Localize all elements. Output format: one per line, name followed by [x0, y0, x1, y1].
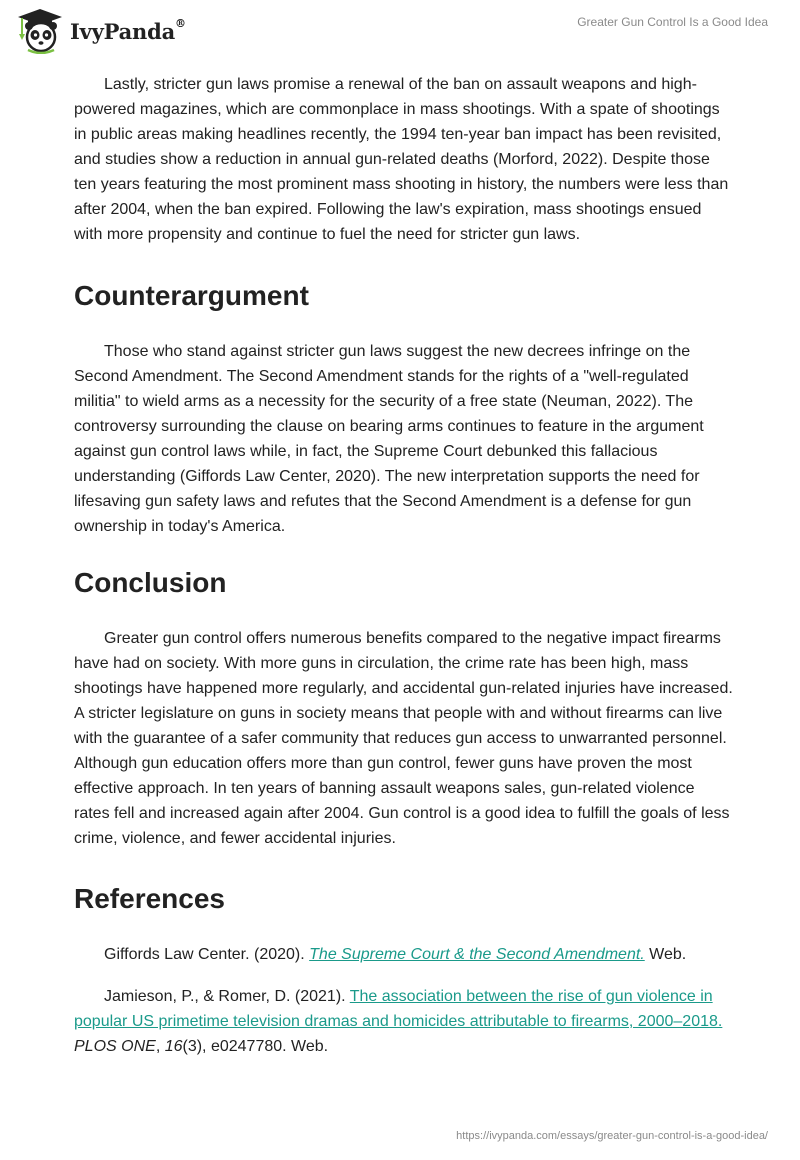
journal-volume: 16	[164, 1038, 183, 1055]
trademark-symbol: ®	[175, 16, 186, 30]
brand-name: IvyPanda®	[70, 16, 186, 44]
logo[interactable]	[14, 6, 186, 54]
counterargument-heading: Counterargument	[74, 280, 309, 311]
paragraph-conclusion: Greater gun control offers numerous benefits compared to the negative impact firearms have had on society. With more guns in circulation, the crime rate has been high, mass shootings have happened more regularly, and accidental gun-related injuries have increased. A stricter legislature on guns in society means that people with and without firearms can live with the guarantee of a safer community that reduces gun access to unwarranted personnel. Although gun education offers more than gun control, fewer guns have proven the most effective approach. In ten years of banning assault weapons sales, gun-related violence rates fell and increased again after 2004. Gun control is a good idea to fulfill the goals of less crime, violence, and fewer accidental injuries.	[74, 630, 733, 847]
panda-graduate-icon	[14, 6, 66, 54]
source-url: https://ivypanda.com/essays/greater-gun-control-is-a-good-idea/	[456, 1130, 768, 1142]
references-heading: References	[74, 883, 225, 914]
essay-content	[74, 72, 734, 1059]
page-header	[0, 0, 800, 70]
reference-link[interactable]: The Supreme Court & the Second Amendment.	[309, 946, 645, 963]
paragraph-counterargument: Those who stand against stricter gun laws suggest the new decrees infringe on the Second Amendment. The Second Amendment stands for the rights of a "well-regulated militia" to wield arms as a necessity for the security of a free state (Neuman, 2022). The controversy surrounding the clause on bearing arms continues to feature in the argument against gun control laws while, in fact, the Supreme Court debunked this fallacious understanding (Giffords Law Center, 2020). The new interpretation supports the need for lifesaving gun safety laws and refutes that the Second Amendment is a defense for gun ownership in today's America.	[74, 343, 704, 535]
reference-item: Giffords Law Center. (2020). The Supreme Court & the Second Amendment. Web.	[104, 946, 687, 963]
paragraph-stricter-laws: Lastly, stricter gun laws promise a renewal of the ban on assault weapons and high-powered magazines, which are commonplace in mass shootings. With a spate of shootings in public areas making headlines recently, the 1994 ten-year ban impact has been revisited, and studies show a reduction in annual gun-related deaths (Morford, 2022). Despite those ten years featuring the most prominent mass shooting in history, the numbers were less than after 2004, when the ban expired. Following the law's expiration, mass shootings ensued with more propensity and continue to fuel the need for stricter gun laws.	[74, 76, 729, 243]
journal-name: PLOS ONE	[74, 1038, 156, 1055]
document-title: Greater Gun Control Is a Good Idea	[577, 15, 768, 29]
reference-item: Jamieson, P., & Romer, D. (2021). The association between the rise of gun violence in popular US primetime television dramas and homicides attributable to firearms, 2000–2018. PLOS ONE, 16(3), e0247780. Web.	[74, 988, 723, 1055]
reference-link[interactable]: The association between the rise of gun violence in popular US primetime television dramas and homicides attributable to firearms, 2000–2018.	[74, 988, 723, 1030]
conclusion-heading: Conclusion	[74, 567, 227, 598]
